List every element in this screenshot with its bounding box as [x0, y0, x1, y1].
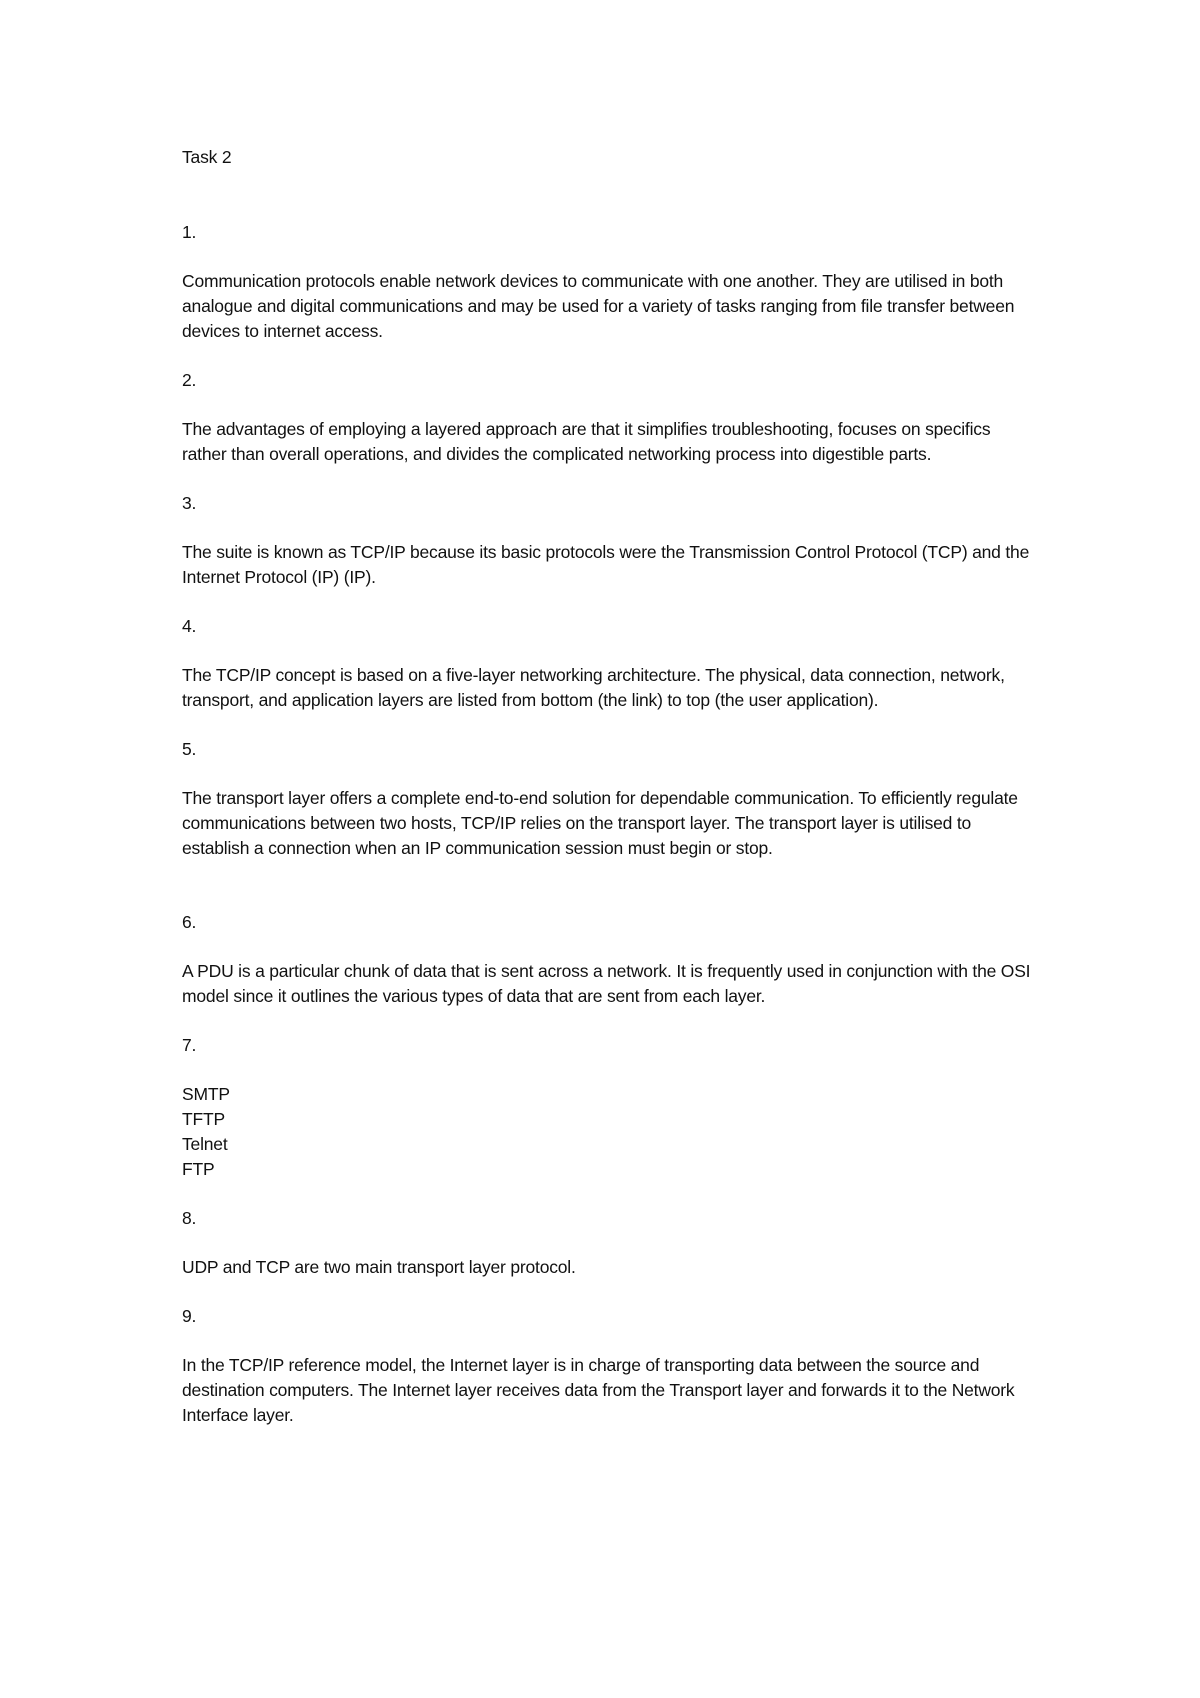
answer-paragraph: In the TCP/IP reference model, the Internet layer is in charge of transporting data between the source and destination computers. The Internet layer receives data from the Transport layer and forwards it to the Network Interface layer. — [182, 1355, 1015, 1425]
answer-paragraph: The transport layer offers a complete end-to-end solution for dependable communication. To efficiently regulate communications between two hosts, TCP/IP relies on the transport layer. The transport layer is utilised to establish a connection when an IP communication session must begin or stop. — [182, 788, 1018, 858]
question-number: 8. — [182, 1208, 197, 1228]
question-number: 1. — [182, 222, 197, 242]
protocol-list — [182, 1082, 1032, 1182]
question-number: 7. — [182, 1035, 197, 1055]
question-number: 2. — [182, 370, 197, 390]
question-number: 5. — [182, 739, 197, 759]
document-body — [182, 145, 1032, 1452]
question-number: 6. — [182, 912, 197, 932]
answer-paragraph: UDP and TCP are two main transport layer protocol. — [182, 1257, 576, 1277]
document-title: Task 2 — [182, 147, 232, 167]
question-number: 9. — [182, 1306, 197, 1326]
answer-paragraph: The suite is known as TCP/IP because its basic protocols were the Transmission Control Protocol (TCP) and the Internet Protocol (IP) (IP). — [182, 542, 1030, 587]
answer-paragraph: Communication protocols enable network devices to communicate with one another. They are utilised in both analogue and digital communications and may be used for a variety of tasks ranging from file transfer between devices to internet access. — [182, 271, 1015, 341]
list-item: SMTP — [182, 1084, 230, 1104]
list-item: Telnet — [182, 1134, 228, 1154]
list-item: TFTP — [182, 1109, 225, 1129]
answer-paragraph: A PDU is a particular chunk of data that is sent across a network. It is frequently used in conjunction with the OSI model since it outlines the various types of data that are sent from each layer. — [182, 961, 1031, 1006]
question-number: 3. — [182, 493, 197, 513]
list-item: FTP — [182, 1159, 215, 1179]
answer-paragraph: The TCP/IP concept is based on a five-layer networking architecture. The physical, data connection, network, transport, and application layers are listed from bottom (the link) to top (the user application). — [182, 665, 1005, 710]
question-number: 4. — [182, 616, 197, 636]
answer-paragraph: The advantages of employing a layered approach are that it simplifies troubleshooting, focuses on specifics rather than overall operations, and divides the complicated networking process into digestible parts. — [182, 419, 991, 464]
